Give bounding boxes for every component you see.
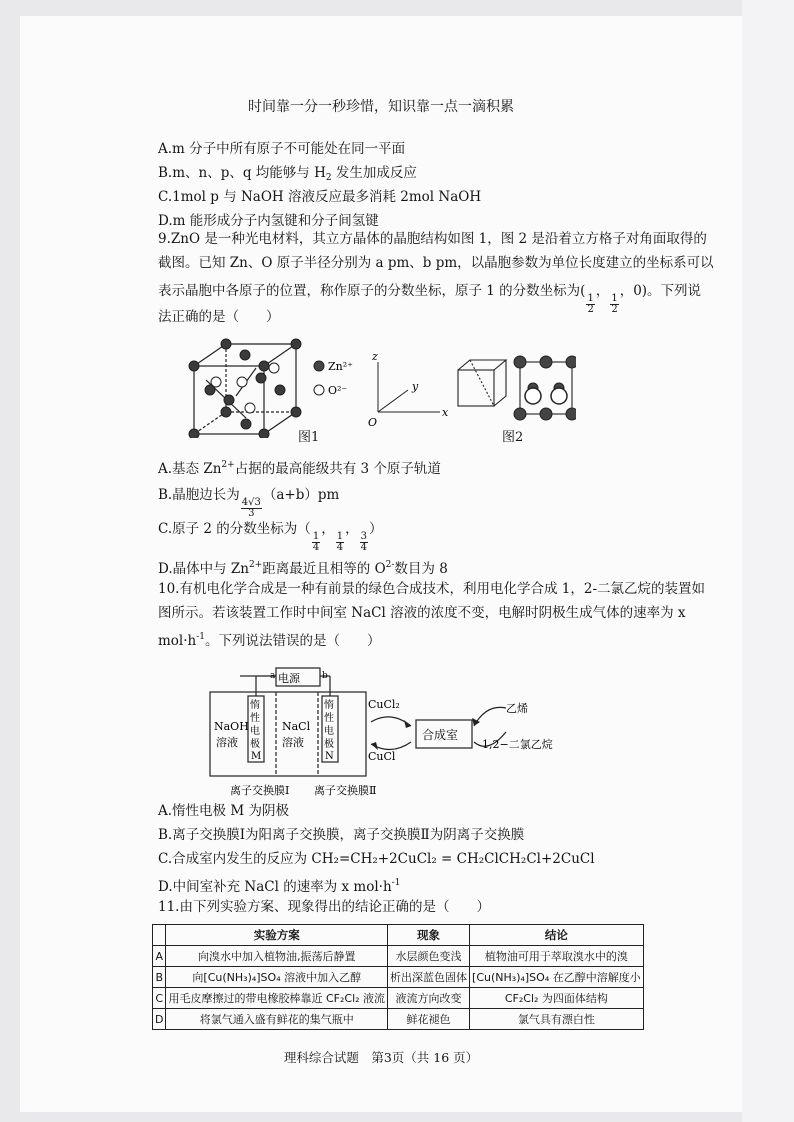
electrode-m-char: 性 (250, 713, 260, 724)
q9-stem-line4: 法正确的是（ ） (158, 309, 280, 325)
q8-option-a: A.m 分子中所有原子不可能处在同一平面 (158, 141, 406, 157)
table-header-cell (153, 925, 166, 946)
page-footer: 理科综合试题 第3页（共 16 页） (283, 1050, 479, 1065)
electrode-m-char: 电 (250, 726, 260, 737)
table-cell: CF₂Cl₂ 为四面体结构 (470, 988, 644, 1009)
exam-page (20, 16, 742, 1112)
table-cell: [Cu(NH₃)₄]SO₄ 在乙醇中溶解度小 (470, 967, 644, 988)
table-row (153, 946, 644, 967)
q8-option-c: C.1mol p 与 NaOH 溶液反应最多消耗 2mol NaOH (158, 189, 482, 205)
table-cell: 植物油可用于萃取溴水中的溴 (470, 946, 644, 967)
table-cell: 鲜花褪色 (388, 1009, 470, 1030)
axis-origin-label: O (368, 416, 378, 428)
electrode-m-char: 极 (250, 739, 260, 750)
table-cell: D (153, 1009, 166, 1030)
table-cell: 向溴水中加入植物油,振荡后静置 (166, 946, 388, 967)
electrode-n-char: 惰 (324, 700, 334, 711)
q10-option-a: A.惰性电极 M 为阴极 (158, 803, 289, 819)
q9-stem-line3: 表示晶胞中各原子的位置，称作原子的分数坐标，原子 1 的分数坐标为( $\frac{1}{2}$ ， $\frac{1}{2}$ ，0)。下列说 (158, 283, 702, 315)
table-cell: 氯气具有漂白性 (470, 1009, 644, 1030)
table-row (153, 1009, 644, 1030)
fig1-axes (362, 346, 452, 428)
table-cell: B (153, 967, 166, 988)
table-cell: 用毛皮摩擦过的带电橡胶棒靠近 CF₂Cl₂ 液流 (166, 988, 388, 1009)
q10-stem-line1: 10.有机电化学合成是一种有前景的绿色合成技术，利用电化学合成 1，2-二氯乙烷的装置如 (158, 581, 705, 597)
q10-option-c: C.合成室内发生的反应为 CH₂=CH₂+2CuCl₂ = CH₂ClCH₂Cl+2CuCl (158, 851, 595, 867)
electrolysis-diagram (206, 648, 602, 796)
q9-option-a: A.基态 $Zn^{2+}$占据的最高能级共有 3 个原子轨道 (158, 460, 441, 477)
nacl-label-2: 溶液 (282, 736, 304, 749)
q10-stem-line3: $mol\cdot h^{-1}$。下列说法错误的是（ ） (158, 632, 381, 649)
electrode-n-char: 性 (324, 713, 334, 724)
q8-option-d: D.m 能形成分子内氢键和分子间氢键 (158, 213, 379, 229)
terminal-b-label: b (322, 671, 328, 681)
q11-table (152, 924, 644, 1030)
q10-option-d: D.中间室补充 NaCl 的速率为 x $mol\cdot h^{-1}$ (158, 878, 401, 895)
table-header-cell: 现象 (388, 925, 470, 946)
dichloroethane-label: 1,2−二氯乙烷 (482, 738, 553, 751)
axis-y-label: y (412, 380, 419, 393)
table-cell: A (153, 946, 166, 967)
synthesis-chamber-label: 合成室 (422, 728, 459, 742)
table-cell: 将氯气通入盛有鲜花的集气瓶中 (166, 1009, 388, 1030)
q10-option-b: B.离子交换膜Ⅰ为阳离子交换膜，离子交换膜Ⅱ为阴离子交换膜 (158, 827, 525, 843)
table-row (153, 988, 644, 1009)
q9-stem-line1: 9.ZnO 是一种光电材料，其立方晶体的晶胞结构如图 1，图 2 是沿着立方格子对角面取得的 (158, 231, 707, 247)
table-cell: 水层颜色变浅 (388, 946, 470, 967)
q9-stem-line2: 截图。已知 Zn、O 原子半径分别为 a pm、b pm，以晶胞参数为单位长度建立的坐标系可以 (158, 255, 714, 271)
viewer-margin (742, 0, 794, 1122)
q9-option-b: B.晶胞边长为 $\frac{4√3}{3}$ （a+b）pm (158, 487, 340, 519)
legend-zn-label: Zn²⁺ (328, 360, 353, 373)
naoh-label-1: NaOH (214, 720, 249, 733)
table-row (153, 967, 644, 988)
ethylene-label: 乙烯 (506, 702, 528, 715)
fig1-legend (312, 354, 362, 400)
membrane-2-label: 离子交换膜Ⅱ (314, 784, 377, 796)
q8-option-b: B.m、n、p、q 均能够与 $H_2$ 发生加成反应 (158, 165, 417, 183)
table-header-cell: 结论 (470, 925, 644, 946)
power-label: 电源 (278, 672, 300, 685)
table-cell: 液流方向改变 (388, 988, 470, 1009)
terminal-a-label: a (270, 671, 276, 681)
cucl-label: CuCl (368, 750, 396, 763)
fig1-caption: 图1 (298, 430, 320, 445)
electrode-m-char: 惰 (250, 700, 260, 711)
cucl2-label: CuCl₂ (368, 698, 400, 711)
fig2-caption: 图2 (502, 430, 524, 445)
electrode-n-char: 电 (324, 726, 334, 737)
q10-stem-line2: 图所示。若该装置工作时中间室 NaCl 溶液的浓度不变，电解时阴极生成气体的速率为 x (158, 605, 686, 621)
page-header: 时间靠一分一秒珍惜，知识靠一点一滴积累 (248, 99, 514, 115)
electrode-n-char: 极 (324, 739, 334, 750)
table-header-row (153, 925, 644, 946)
table-cell: 析出深蓝色固体 (388, 967, 470, 988)
table-cell: C (153, 988, 166, 1009)
fig2-cross-section (456, 348, 576, 426)
table-header-cell: 实验方案 (166, 925, 388, 946)
electrode-m-char: M (251, 751, 262, 762)
nacl-label-1: NaCl (282, 720, 311, 733)
q9-option-d: D.晶体中与 $Zn^{2+}$距离最近且相等的 $O^{2-}$数目为 8 (158, 560, 448, 577)
fig1-unit-cell (186, 338, 306, 438)
q9-option-c: C.原子 2 的分数坐标为（ $\frac{1}{4}$ ， $\frac{1}{4}$ ， $\frac{3}{4}$ ） (158, 521, 383, 553)
axis-z-label: z (372, 350, 378, 363)
electrode-n-char: N (325, 751, 334, 762)
legend-o-label: O²⁻ (328, 384, 348, 397)
table-cell: 向[Cu(NH₃)₄]SO₄ 溶液中加入乙醇 (166, 967, 388, 988)
q11-stem: 11.由下列实验方案、现象得出的结论正确的是（ ） (158, 899, 490, 915)
naoh-label-2: 溶液 (216, 736, 238, 749)
axis-x-label: x (442, 406, 449, 419)
membrane-1-label: 离子交换膜Ⅰ (230, 784, 290, 796)
